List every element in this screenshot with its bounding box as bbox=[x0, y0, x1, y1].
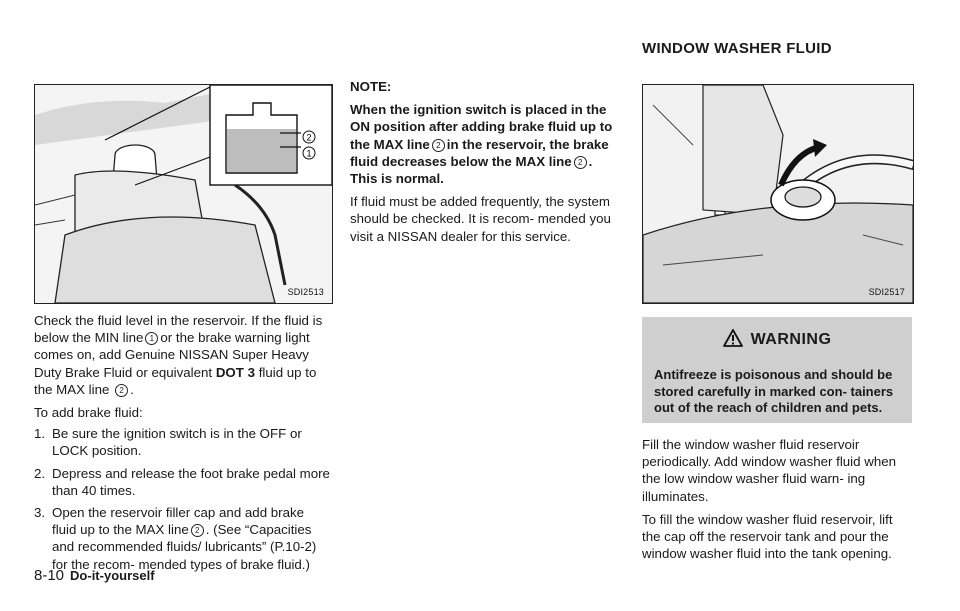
warning-text: Antifreeze is poisonous and should be stored carefully in marked con- tainers out of the reach of children and pets. bbox=[654, 367, 894, 415]
page-number: 8-10 bbox=[34, 567, 65, 584]
page-footer bbox=[34, 567, 155, 584]
marker-2: 2 bbox=[574, 156, 587, 169]
brake-reservoir-figure bbox=[34, 84, 333, 304]
washer-paragraph-2: To fill the window washer fluid reservoir, lift the cap off the reservoir tank and pour the window washer fluid into the tank opening. bbox=[642, 511, 893, 562]
left-column bbox=[34, 312, 331, 578]
note-paragraph: When the ignition switch is placed in the ON position after adding brake fluid up to the MAX line 2 in the reservoir, the brake fluid decreases below the MAX line 2 . This is normal. bbox=[350, 102, 613, 187]
marker-2: 2 bbox=[191, 524, 204, 537]
figure-code: SDI2517 bbox=[868, 287, 905, 297]
warning-heading: WARNING bbox=[642, 329, 912, 349]
list-item: 2. Depress and release the foot brake pedal more than 40 times. bbox=[34, 465, 330, 498]
steps-list bbox=[34, 425, 331, 573]
marker-1: 1 bbox=[145, 332, 158, 345]
washer-paragraph-1: Fill the window washer fluid reservoir periodically. Add window washer fluid when the low window washer fluid warn- ing illuminates. bbox=[642, 437, 897, 504]
list-item: 3. Open the reservoir filler cap and add brake fluid up to the MAX line 2 . (See “Capacities and recommended fluids/ lubricants” (P.10-2) for the recom- mended types of brake fluid.) bbox=[34, 505, 317, 572]
marker-2: 2 bbox=[115, 384, 128, 397]
figure-code: SDI2513 bbox=[287, 287, 324, 297]
section-title: WINDOW WASHER FLUID bbox=[642, 40, 832, 57]
right-column bbox=[642, 436, 914, 568]
intro-paragraph: Check the fluid level in the reservoir. If the fluid is below the MIN line 1 or the brake warning light comes on, add Genuine NISSAN Super Heavy Duty Brake Fluid or equivalent DOT 3 fluid up to the MAX line 2 . bbox=[34, 313, 323, 397]
warning-icon bbox=[723, 329, 743, 347]
svg-text:1: 1 bbox=[306, 148, 312, 159]
service-paragraph: If fluid must be added frequently, the system should be checked. It is recom- mended you visit a NISSAN dealer for this service. bbox=[350, 194, 611, 244]
middle-column bbox=[350, 78, 622, 251]
section-name: Do-it-yourself bbox=[70, 568, 155, 583]
washer-reservoir-illustration bbox=[643, 85, 913, 303]
warning-box bbox=[642, 317, 912, 423]
marker-2: 2 bbox=[432, 139, 445, 152]
brake-reservoir-illustration bbox=[35, 85, 332, 303]
list-item: 1. Be sure the ignition switch is in the OFF or LOCK position. bbox=[34, 426, 302, 459]
note-label: NOTE: bbox=[350, 79, 392, 94]
to-add-line: To add brake fluid: bbox=[34, 405, 143, 421]
washer-reservoir-figure bbox=[642, 84, 914, 304]
svg-text:2: 2 bbox=[306, 132, 312, 143]
